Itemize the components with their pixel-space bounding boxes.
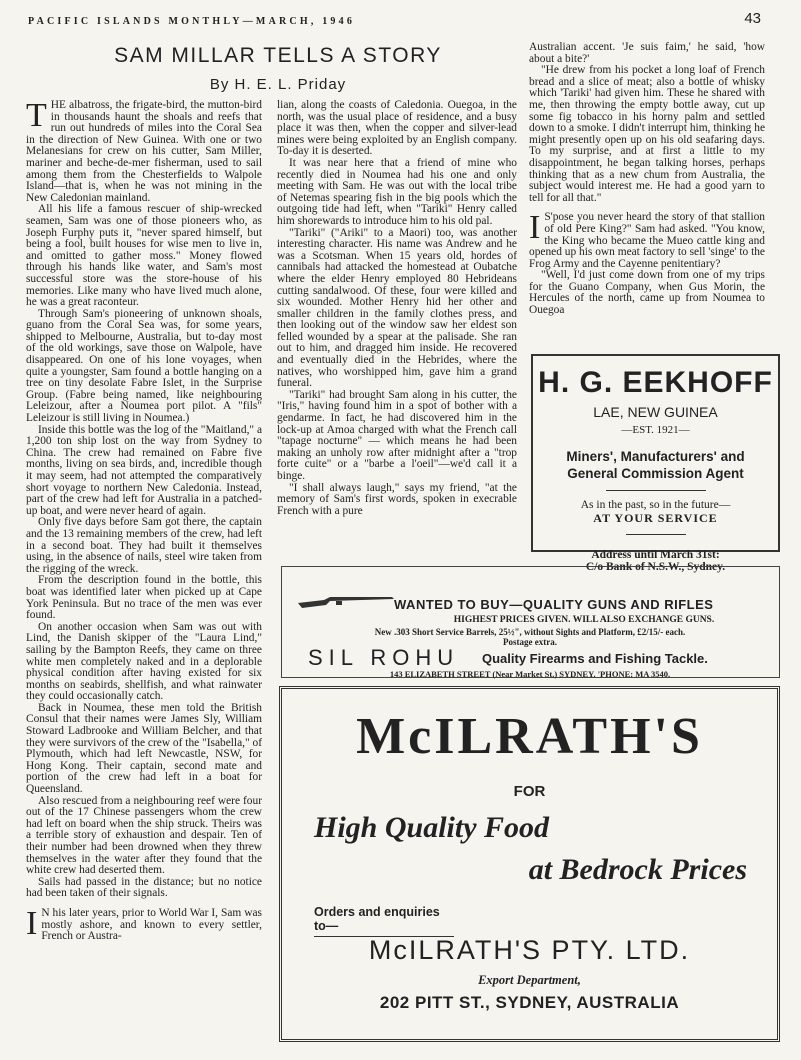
page-number: 43 [744,10,761,27]
article-paragraph: "Tariki" had brought Sam along in his cutter, the "Iris," having found him in a spot of bother with a gendarme. In fact, he had discovered him in the lock-up at Amoa charged with what the French call "tapage nocturne" — which means he had been making an unholy row after midnight after a "trop forte cuite" or a "barbe a l'oeil"—we'd call it a binge. [277,388,517,482]
ad-address: 202 PITT ST., SYDNEY, AUSTRALIA [379,993,680,1012]
ad-address-line: C/o Bank of N.S.W., Sydney. [585,561,726,573]
article-column-2 [277,100,517,555]
ad-address: 143 ELIZABETH STREET (Near Market St.) SYDNEY. 'PHONE: MA 3540. [389,669,671,679]
article-column-3 [529,42,765,348]
rifle-icon [296,591,396,611]
article-paragraph: "Tariki" ("Ariki" to a Maori) too, was another interesting character. His name was Andrew and he was a Scotsman. When 15 years old, hordes of cannibals had attacked the homestead at Oubatche where the elder Henry employed 80 Hebrideans cutting sandalwood. Of these, four were killed and six wounded. Mother Henry hid her other and smaller children in the family clothes press, and then looking out of the window saw her eldest son felled wounded by a spear at the palisade. She ran out to him, and dragged him inside. He recovered and eventually died in the Hebrides, where the natives, who worshipped him, gave him a grand funeral. [277,226,517,390]
ad-company: McILRATH'S PTY. LTD. [368,935,691,965]
article-paragraph: I N his later years, prior to World War I, Sam was mostly ashore, and known to every settler, French or Austra- [26,904,262,943]
drop-cap: I [26,904,38,942]
article-paragraph: lian, along the coasts of Caledonia. Ouegoa, in the north, was the usual place of residence, and a busy place it was then, when the copper and silver-lead mines were being exploited by an English company. To-day it is deserted. [277,100,517,158]
ad-offer: New .303 Short Service Barrels, 25½", without Sights and Platform, £2/15/- each. [374,627,686,637]
article-paragraph: On another occasion when Sam was out with Lind, the Danish skipper of the "Laura Lind," sailing by the Bampton Reefs, they came on three white men completely naked and in a deplorable physical condition after having existed for six months on seabirds, shellfish, and what rainwater they could occasionally catch. [26,620,262,703]
article-paragraph: Back in Noumea, these men told the British Consul that their names were James Sly, William Stoward Ladbrooke and William Belcher, and that they were survivors of the crew of the "Isabella," of Plymouth, which had left Newcastle, NSW, for Hong Kong. Their captain, second mate and portion of the crew had left in a boat for Queensland. [26,701,262,796]
mcilrath-advertisement [279,686,780,1042]
eekhoff-advertisement [531,354,780,573]
ad-trade [533,448,778,482]
ad-slogan-line-2: at Bedrock Prices [528,853,747,886]
article-byline: By H. E. L. Priday [209,76,347,93]
ad-subhead: HIGHEST PRICES GIVEN. WILL ALSO EXCHANGE GUNS. [453,615,715,625]
article-paragraph: I S'pose you never heard the story of that stallion of old Pere King?" Sam had asked. "You know, the King who became the Mueo cattle king and opened up his own meat factory to sell 'singe' to the Frog Army and the Cayenne penitentiary? [529,209,765,270]
ad-service-line: As in the past, so in the future— [580,499,731,511]
article-column-1 [26,100,262,1042]
article-paragraph: Sails had passed in the distance; but no notice had been taken of their signals. [26,875,262,900]
ad-trade-line: General Commission Agent [567,466,744,481]
ad-slogan-line-1: High Quality Food [314,811,550,844]
ad-for: FOR [513,783,546,800]
drop-cap: T [26,100,47,134]
divider [626,534,686,535]
article-paragraph: Through Sam's pioneering of unknown shoals, guano from the Coral Sea was, for some years, shipped to Melbourne, Australia, but to-day most of the old workings, save those on Walpole, have disappeared. On one of his lone voyages, when quite a youngster, Sam found a bottle hanging on a tree on tiny desolate Fabre Islet, in the Surprise Group. (Fabre being named, like neighbouring Leleizour, after a Noumea port pilot. A "fils" Leleizour is still living in Noumea.) [26,307,262,425]
ad-headline: WANTED TO BUY—QUALITY GUNS AND RIFLES [394,597,714,612]
article-paragraph: "Well, I'd just come down from one of my trips for the Guano Company, when Gus Morin, the Hercules of the north, came up from Noumea to Ouegoa [529,269,765,317]
article-paragraph: THE albatross, the frigate-bird, the mutton-bird in thousands haunt the shoals and reefs that run out hundreds of miles into the Coral Sea in the direction of New Guinea. With one or two Melanesians for crew on his cutter, Sam Miller, mariner and beche-de-mer fisherman, used to sail among them from the Chesterfields to Walpole Island—that is, when he was not mining in the New Caledonian mainland. [26,100,262,204]
article-paragraph: "I shall always laugh," says my friend, "at the memory of Sam's first words, spoken in execrable French with a pure [277,481,517,517]
ad-service-tagline: AT YOUR SERVICE [593,511,718,525]
ad-established: —EST. 1921— [621,424,690,436]
ad-orders: Orders and enquiries to— [314,905,454,937]
article-paragraph: Australian accent. 'Je suis faim,' he said, 'how about a bite?' [529,42,765,65]
page-header [28,10,761,30]
article-paragraph: From the description found in the bottle, this boat was identified later when picked up at Cape York Peninsula. But no trace of the men was ever found. [26,574,262,622]
article-paragraph: It was near here that a friend of mine who recently died in Noumea had his one and only meeting with Sam. He was out with the local tribe of Netemas spearing fish in the big pools which the outgoing tide had left, when "Tariki" Henry called him shorewards to introduce him to his old pal. [277,156,517,227]
article-paragraph: Inside this bottle was the log of the "Maitland," a 1,200 ton ship lost on the way from Sydney to China. The crew had remained on Fabre five months, living on sea birds, and, incredible though it may seem, had not attempted the comparatively short voyage to northern New Caledonia. Instead, part of the crew had left for Australia in a patched-up boat, and were never heard of again. [26,423,262,517]
silrohu-advertisement [281,566,780,678]
ad-postage: Postage extra. [503,637,557,647]
ad-address-line: Address until March 31st: [591,549,720,561]
ad-trade-line: Miners', Manufacturers' and [566,449,745,464]
ad-tagline: Quality Firearms and Fishing Tackle. [482,651,708,666]
ad-department: Export Department, [478,973,581,987]
ad-brand: SIL ROHU [308,645,460,670]
article-paragraph: Only five days before Sam got there, the captain and the 13 remaining members of the crew, had left in a second boat. They had built it themselves using, in the absence of nails, steel wire taken from the rigging of the wreck. [26,516,262,575]
article-title: SAM MILLAR TELLS A STORY [114,44,442,67]
divider [606,490,706,491]
article-paragraph: "He drew from his pocket a long loaf of French bread and a slice of meat; also a bottle of whisky which 'Tariki' had given him. These he shared with me, then throwing the empty bottle away, cut up some fig tobacco in his horny palm and settled down to a smoke. I didn't interrupt him, thinking he might presently open up on his old seafaring days. To my surprise, and at first a little to my disappointment, he began talking horses, perhaps thinking that as a new chum from Australia, the subject would interest me. He had a good yarn to tell for all that." [529,64,765,204]
ad-location: LAE, NEW GUINEA [593,404,718,420]
ad-brand: McILRATH'S [356,708,703,765]
running-title: PACIFIC ISLANDS MONTHLY—MARCH, 1946 [28,16,356,27]
drop-cap: I [529,209,541,247]
ad-company-name: H. G. EEKHOFF [538,366,773,399]
article-paragraph: Also rescued from a neighbouring reef were four out of the 17 Chinese passengers whom the crew had left on board when the ship struck. Theirs was a terrible story of exhaustion and despair. Ten of their number had been drowned when they threw themselves in the water after they found that the white crew had deserted them. [26,794,262,877]
article-paragraph: All his life a famous rescuer of ship-wrecked seamen, Sam was one of those pioneers who, as Joseph Furphy puts it, "never spared himself, but being a fool, built houses for wise men to live in, and omitted to gather moss." Money flowed through his hands like water, and Sam's most successful store was the store-house of his memories. Like many who have lived much alone, he was a great raconteur. [26,203,262,309]
